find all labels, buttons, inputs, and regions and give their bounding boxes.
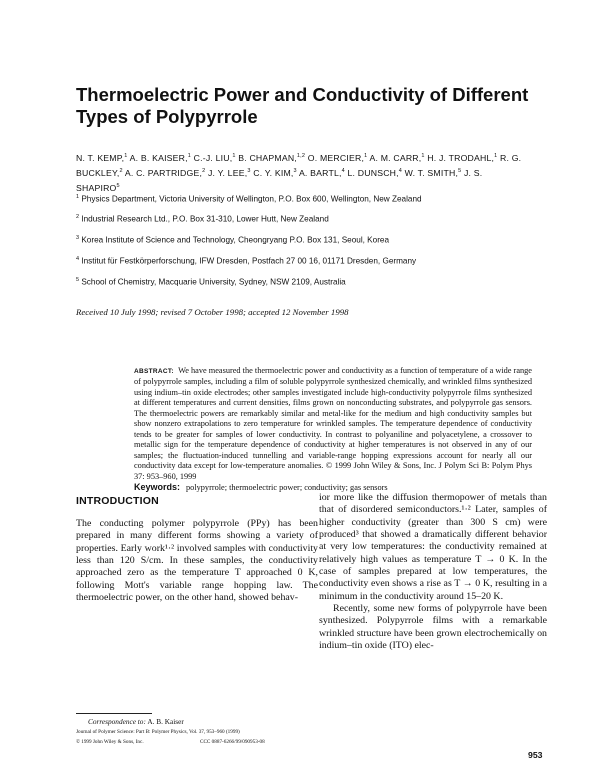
- author-name: O. MERCIER,: [307, 152, 365, 163]
- intro-column-1: [76, 518, 318, 604]
- affiliation-5: $^5$ School of Chemistry, Macquarie University, Sydney, NSW 2109, Australia: [76, 277, 346, 287]
- footer-copyright: © 1999 John Wiley & Sons, Inc.: [76, 739, 144, 745]
- received-dates: Received 10 July 1998; revised 7 October 1998; accepted 12 November 1998: [76, 307, 349, 317]
- intro-paragraph-1: The conducting polymer polypyrrole (PPy) has been prepared in many different forms showing a variety of properties. Early work¹·² involved samples with conductivity less than 120 S/cm. In these samples, the conductivity approached zero as the temperature T approached 0 K, following Mott's variable range hopping law. The thermoelectric power, on the other hand, showed behav-: [76, 518, 318, 604]
- intro-paragraph-3: Recently, some new forms of polypyrrole have been synthesized. Polypyrrole films with a remarkable wrinkled structure have been grown electrochemically on indium–tin oxide (ITO) elec-: [319, 603, 547, 652]
- author-name: J. Y. LEE,: [207, 167, 248, 178]
- section-heading: INTRODUCTION: [76, 495, 159, 507]
- keywords-label: Keywords:: [134, 481, 181, 492]
- author-name: L. DUNSCH,: [347, 167, 399, 178]
- article-title: Thermoelectric Power and Conductivity of Different Types of Polypyrrole: [76, 84, 529, 127]
- author-name: C. Y. KIM,: [253, 167, 294, 178]
- abstract-label: ABSTRACT:: [134, 368, 174, 375]
- author-list: N. T. KEMP,$^1$ A. B. KAISER,$^1$ C.-J. LIU,$^1$ B. CHAPMAN,$^{1,2}$ O. MERCIER,$^1$ A. M. CARR,$^1$ H. J. TRODAHL,$^1$ R. G. BUCKLEY,$^2$ A. C. PARTRIDGE,$^2$ J. Y. LEE,$^3$ C. Y. KIM,$^3$ A. BARTL,$^4$ L. DUNSCH,$^4$ W. T. SMITH,$^5$ J. S. SHAPIRO$^5$: [76, 152, 522, 193]
- affiliation-2: $^2$ Industrial Research Ltd., P.O. Box 31-310, Lower Hutt, New Zealand: [76, 214, 329, 224]
- author-name: H. J. TRODAHL,: [427, 152, 495, 163]
- correspondence-note: Correspondence to: A. B. Kaiser: [88, 717, 184, 726]
- author-name: A. B. KAISER,: [129, 152, 188, 163]
- journal-citation: Journal of Polymer Science: Part B: Polymer Physics, Vol. 37, 953–960 (1999): [76, 729, 240, 735]
- author-name: J. S. SHAPIRO: [76, 167, 483, 193]
- author-name: R. G. BUCKLEY,: [76, 152, 522, 178]
- author-name: C.-J. LIU,: [193, 152, 233, 163]
- author-name: A. M. CARR,: [369, 152, 422, 163]
- ccc-code: CCC 0887-6266/99/090953-08: [200, 739, 265, 745]
- author-name: B. CHAPMAN,: [238, 152, 297, 163]
- footnote-divider: [76, 713, 152, 714]
- abstract-text: We have measured the thermoelectric power and conductivity as a function of temperature of a wide range of polypyrrole samples, including a film of soluble polypyrrole synthesized chemically, and wrinkled films synthesized using indium–tin oxide electrodes; other samples investigated include high-conductivity polypyrrole films synthesized at different temperatures and current densities, films grown on nonconducting substrates, and polypyrrole gas sensors. The thermoelectric powers are remarkably similar and metal-like for the medium and high conductivity samples but show nonzero extrapolations to zero temperature for wrinkled samples. The temperature dependence of conductivity tends to be greater for samples of lower conductivity. In contrast to polyaniline and polyacetylene, a crossover to metallic sign for the temperature dependence of conductivity at higher temperatures is not observed in any of our samples; the fluctuation-induced tunnelling and variable-range hopping expressions account for nearly all our conductivity data except for low-temperature anomalies.: [134, 366, 532, 471]
- keywords-text: polypyrrole; thermoelectric power; conductivity; gas sensors: [186, 482, 388, 492]
- author-name: N. T. KEMP,: [76, 152, 125, 163]
- author-name: A. C. PARTRIDGE,: [124, 167, 203, 178]
- author-name: A. BARTL,: [298, 167, 342, 178]
- affiliation-4: $^4$ Institut für Festkörperforschung, IFW Dresden, Postfach 27 00 16, 01171 Dresden, Germany: [76, 256, 417, 266]
- affiliation-1: $^1$ Physics Department, Victoria University of Wellington, P.O. Box 600, Wellington, New Zealand: [76, 194, 422, 204]
- intro-paragraph-2: ior more like the diffusion thermopower of metals than that of disordered semiconductors.¹·² Later, samples of higher conductivity (greater than 300 S cm) were produced³ that showed a dramatically different behavior at very low temperatures: the conductivity remained at relatively high values as temperature T → 0 K. In the case of samples prepared at low temperatures, the conductivity even shows a rise as T → 0 K, resulting in a minimum in the conductivity around 15–20 K.: [319, 492, 547, 602]
- intro-column-2: [319, 492, 547, 652]
- abstract-block: [134, 366, 532, 493]
- author-name: W. T. SMITH,: [404, 167, 459, 178]
- abstract-copyright: © 1999 John Wiley & Sons, Inc. J Polym Sci B: Polym Phys 37: 953–960, 1999: [134, 461, 532, 481]
- affiliation-3: $^3$ Korea Institute of Science and Technology, Cheongryang P.O. Box 131, Seoul, Korea: [76, 235, 390, 245]
- page-number: 953: [528, 750, 543, 760]
